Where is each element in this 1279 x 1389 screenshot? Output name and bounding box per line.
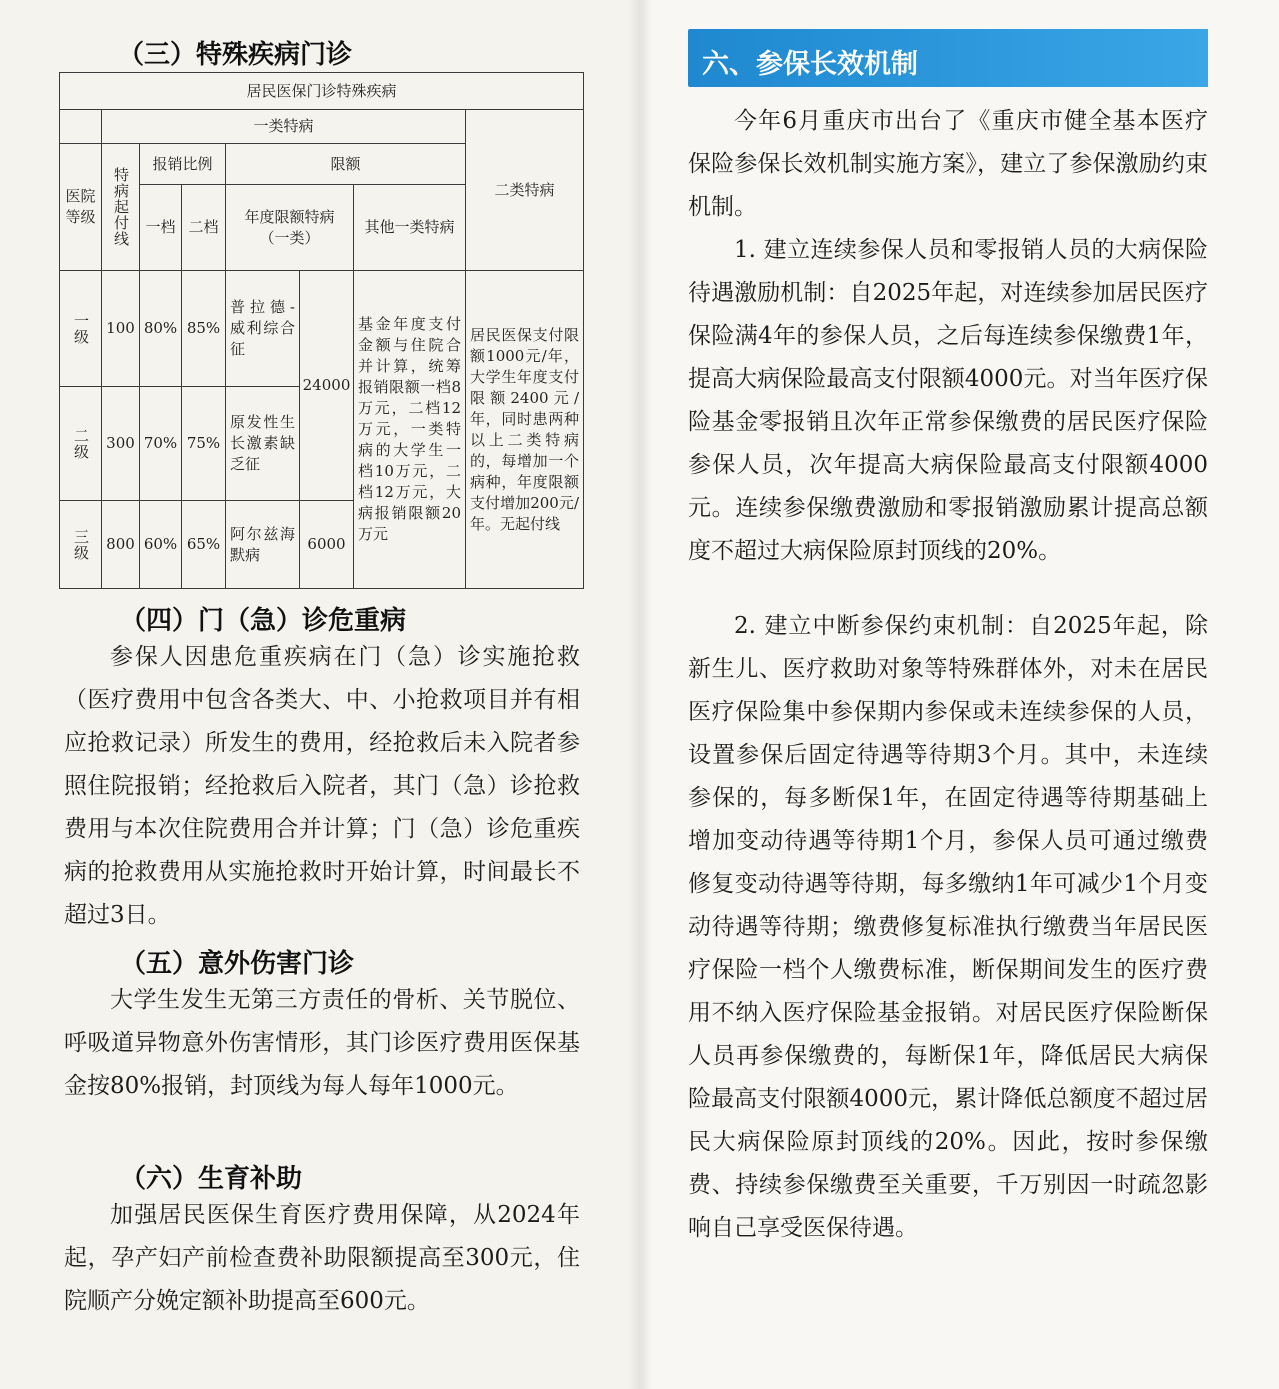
row-tier2: 75%	[182, 387, 226, 501]
limit-value: 24000	[300, 271, 354, 501]
section-banner	[688, 29, 1208, 87]
special-disease-table	[59, 72, 584, 589]
section4-text: 参保人因患危重疾病在门（急）诊实施抢救（医疗费用中包含各类大、中、小抢救项目并有相应抢救记录）所发生的费用，经抢救后未入院者参照住院报销；经抢救后入院者，其门（急）诊抢救费用与本次住院费用合并计算；门（急）诊危重疾病的抢救费用从实施抢救时开始计算，时间最长不超过3日。	[64, 644, 580, 928]
section6-text: 加强居民医保生育医疗费用保障，从2024年起，孕产妇产前检查费补助限额提高至300元，住院顺产分娩定额补助提高至600元。	[64, 1202, 580, 1314]
disease-name: 普拉德-威利综合征	[226, 271, 300, 387]
section4-title: （四）门（急）诊危重病	[120, 606, 407, 636]
row-level: 一级	[60, 271, 102, 387]
constraint-paragraph: 2. 建立中断参保约束机制：自2025年起，除新生儿、医疗救助对象等特殊群体外，对未在居民医疗保险集中参保期内参保或未连续参保的人员，设置参保后固定待遇等待期3个月。其中，未连续参保的，每多断保1年，在固定待遇等待期基础上增加变动待遇等待期1个月，参保人员可通过缴费修复变动待遇等待期，每多缴纳1年可减少1个月变动待遇等待期；缴费修复标准执行缴费当年居民医疗保险一档个人缴费标准，断保期间发生的医疗费用不纳入医疗保险基金报销。对居民医疗保险断保人员再参保缴费的，每断保1年，降低居民大病保险最高支付限额4000元，累计降低总额度不超过居民大病保险原封顶线的20%。因此，按时参保缴费、持续参保缴费至关重要，千万别因一时疏忽影响自己享受医保待遇。	[688, 613, 1208, 1241]
section5-title: （五）意外伤害门诊	[120, 949, 355, 979]
threshold-header: 特病起付线	[102, 144, 140, 271]
limit-header: 限额	[226, 144, 466, 185]
section5-text: 大学生发生无第三方责任的骨析、关节脱位、呼吸道异物意外伤害情形，其门诊医疗费用医保基金按80%报销，封顶线为每人每年1000元。	[64, 987, 580, 1099]
row-threshold: 800	[102, 501, 140, 589]
incentive-paragraph: 1. 建立连续参保人员和零报销人员的大病保险待遇激励机制：自2025年起，对连续参加居民医疗保险满4年的参保人员，之后每连续参保缴费1年，提高大病保险最高支付限额4000元。对当年医疗保险基金零报销且次年正常参保缴费的居民医疗保险参保人员，次年提高大病保险最高支付限额4000元。连续参保缴费激励和零报销激励累计提高总额度不超过大病保险原封顶线的20%。	[688, 237, 1208, 564]
book-spine	[628, 0, 652, 1389]
row-tier1: 80%	[140, 271, 182, 387]
ratio-header: 报销比例	[140, 144, 226, 185]
tier1-header: 一档	[140, 185, 182, 271]
tier2-header: 二档	[182, 185, 226, 271]
row-level: 二级	[60, 387, 102, 501]
annual-limit-header: 年度限额特病（一类）	[226, 185, 354, 271]
disease-name: 阿尔兹海默病	[226, 501, 300, 589]
table-blank-cell	[60, 110, 102, 144]
other-class1-text: 基金年度支付金额与住院合并计算，统筹报销限额一档8万元，二档12万元，一类特病的大学生一档10万元，二档12万元，大病报销限额20万元	[354, 271, 466, 589]
class1-header: 一类特病	[102, 110, 466, 144]
row-level: 三级	[60, 501, 102, 589]
hospital-level-header: 医院等级	[60, 144, 102, 271]
class2-header: 二类特病	[466, 110, 584, 271]
row-tier1: 70%	[140, 387, 182, 501]
disease-name: 原发性生长激素缺乏征	[226, 387, 300, 501]
table-title: 居民医保门诊特殊疾病	[60, 73, 584, 110]
banner-title: 六、参保长效机制	[702, 49, 918, 80]
row-tier2: 85%	[182, 271, 226, 387]
row-threshold: 300	[102, 387, 140, 501]
section6-title: （六）生育补助	[120, 1164, 303, 1194]
row-threshold: 100	[102, 271, 140, 387]
other-class1-header: 其他一类特病	[354, 185, 466, 271]
row-tier2: 65%	[182, 501, 226, 589]
row-tier1: 60%	[140, 501, 182, 589]
class2-text: 居民医保支付限额1000元/年，大学生年度支付限额2400元/年，同时患两种以上二类特病的，每增加一个病种，年度限额支付增加200元/年。无起付线	[466, 271, 584, 589]
intro-paragraph: 今年6月重庆市出台了《重庆市健全基本医疗保险参保长效机制实施方案》，建立了参保激励约束机制。	[688, 108, 1208, 220]
section3-title: （三）特殊疾病门诊	[118, 40, 353, 70]
limit-value: 6000	[300, 501, 354, 589]
